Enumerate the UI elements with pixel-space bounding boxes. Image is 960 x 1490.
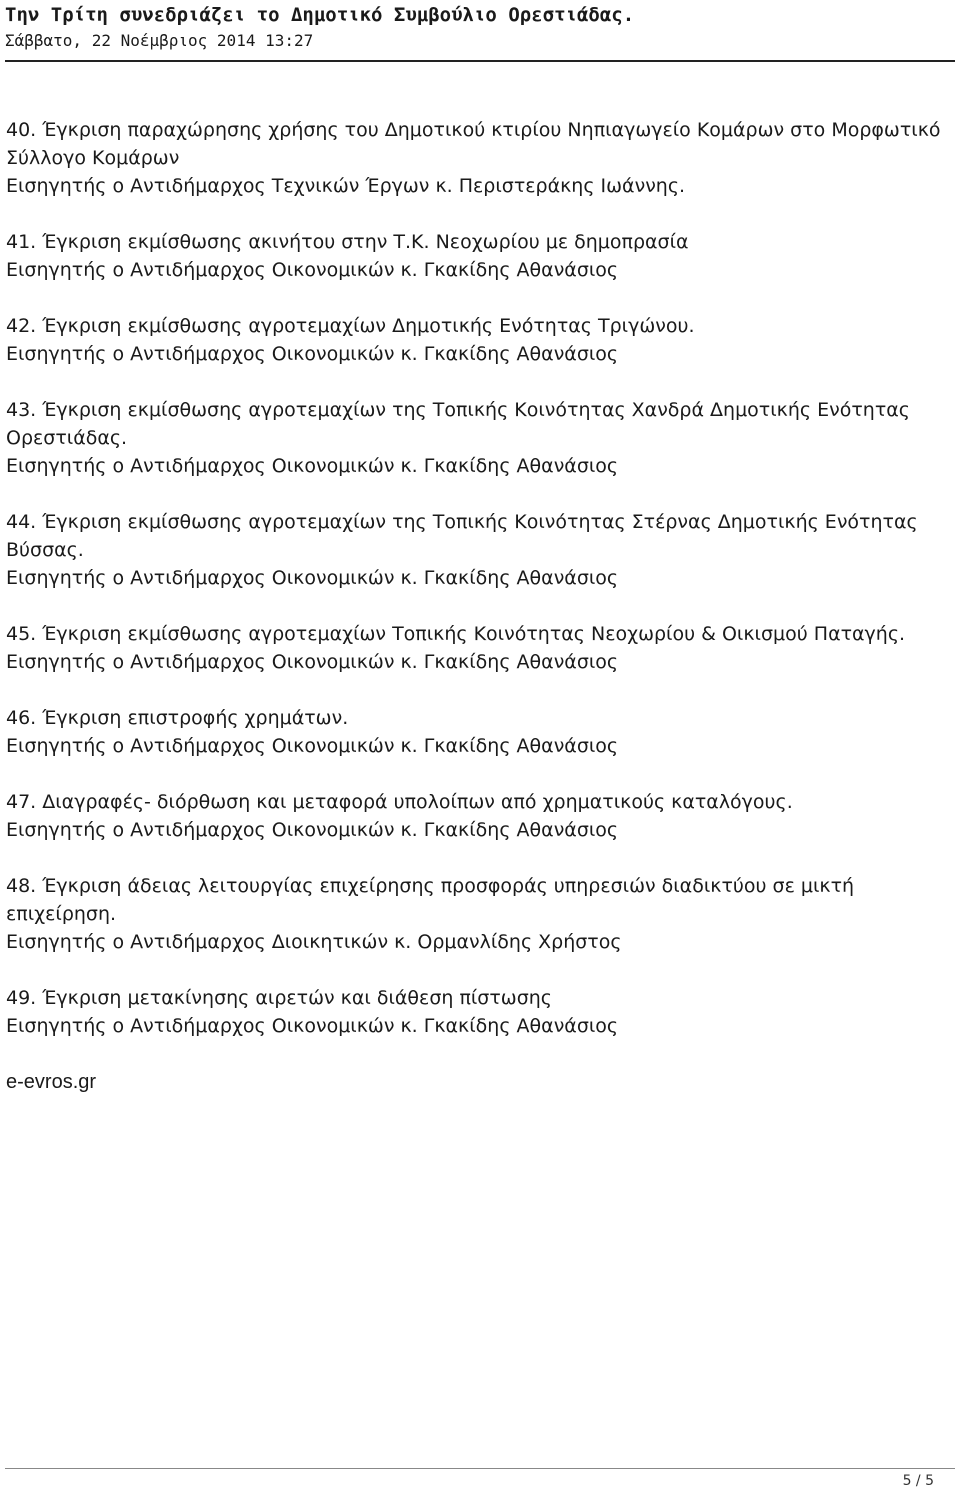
agenda-item — [6, 620, 951, 676]
page-header — [5, 0, 955, 53]
agenda-item-title: 41. Έγκριση εκμίσθωσης ακινήτου στην Τ.Κ. Νεοχωρίου με δημοπρασία — [6, 231, 689, 253]
footer-divider — [5, 1468, 955, 1469]
agenda-item — [6, 508, 951, 592]
agenda-item — [6, 116, 951, 200]
agenda-item — [6, 788, 951, 844]
agenda-item-rapporteur: Εισηγητής ο Αντιδήμαρχος Οικονομικών κ. Γκακίδης Αθανάσιος — [6, 567, 619, 589]
agenda-item-rapporteur: Εισηγητής ο Αντιδήμαρχος Οικονομικών κ. Γκακίδης Αθανάσιος — [6, 343, 619, 365]
agenda-item — [6, 312, 951, 368]
agenda-item — [6, 396, 951, 480]
agenda-item-title: 45. Έγκριση εκμίσθωσης αγροτεμαχίων Τοπικής Κοινότητας Νεοχωρίου & Οικισμού Παταγής. — [6, 623, 906, 645]
agenda-item-title: 49. Έγκριση μετακίνησης αιρετών και διάθεση πίστωσης — [6, 987, 552, 1009]
agenda-item-title: 44. Έγκριση εκμίσθωσης αγροτεμαχίων της Τοπικής Κοινότητας Στέρνας Δημοτικής Ενότητας Βύσσας. — [6, 511, 918, 561]
agenda-item-title: 48. Έγκριση άδειας λειτουργίας επιχείρησης προσφοράς υπηρεσιών διαδικτύου σε μικτή επιχείρηση. — [6, 875, 855, 925]
agenda-item-rapporteur: Εισηγητής ο Αντιδήμαρχος Οικονομικών κ. Γκακίδης Αθανάσιος — [6, 1015, 619, 1037]
agenda-item — [6, 704, 951, 760]
agenda-list — [6, 116, 951, 1096]
agenda-item-rapporteur: Εισηγητής ο Αντιδήμαρχος Τεχνικών Έργων κ. Περιστεράκης Ιωάννης. — [6, 175, 686, 197]
agenda-item-rapporteur: Εισηγητής ο Αντιδήμαρχος Οικονομικών κ. Γκακίδης Αθανάσιος — [6, 735, 619, 757]
header-divider — [5, 60, 955, 62]
agenda-item-title: 43. Έγκριση εκμίσθωσης αγροτεμαχίων της Τοπικής Κοινότητας Χανδρά Δημοτικής Ενότητας Ορεστιάδας. — [6, 399, 910, 449]
agenda-item-rapporteur: Εισηγητής ο Αντιδήμαρχος Οικονομικών κ. Γκακίδης Αθανάσιος — [6, 651, 619, 673]
document-title: Την Τρίτη συνεδριάζει το Δημοτικό Συμβούλιο Ορεστιάδας. — [5, 4, 635, 26]
agenda-item-rapporteur: Εισηγητής ο Αντιδήμαρχος Οικονομικών κ. Γκακίδης Αθανάσιος — [6, 819, 619, 841]
agenda-item-title: 42. Έγκριση εκμίσθωσης αγροτεμαχίων Δημοτικής Ενότητας Τριγώνου. — [6, 315, 695, 337]
source-site: e-evros.gr — [6, 1071, 97, 1093]
agenda-item-rapporteur: Εισηγητής ο Αντιδήμαρχος Οικονομικών κ. Γκακίδης Αθανάσιος — [6, 259, 619, 281]
agenda-item-title: 46. Έγκριση επιστροφής χρημάτων. — [6, 707, 349, 729]
agenda-item-title: 47. Διαγραφές- διόρθωση και μεταφορά υπολοίπων από χρηματικούς καταλόγους. — [6, 791, 793, 813]
document-date: Σάββατο, 22 Νοέμβριος 2014 13:27 — [5, 31, 314, 50]
agenda-item-title: 40. Έγκριση παραχώρησης χρήσης του Δημοτικού κτιρίου Νηπιαγωγείο Κομάρων στο Μορφωτικό Σύλλογο Κομάρων — [6, 119, 941, 169]
agenda-item-rapporteur: Εισηγητής ο Αντιδήμαρχος Διοικητικών κ. Ορμανλίδης Χρήστος — [6, 931, 622, 953]
agenda-item — [6, 872, 951, 956]
agenda-item-rapporteur: Εισηγητής ο Αντιδήμαρχος Οικονομικών κ. Γκακίδης Αθανάσιος — [6, 455, 619, 477]
agenda-item — [6, 984, 951, 1040]
page-number: 5 / 5 — [902, 1473, 934, 1489]
agenda-item — [6, 228, 951, 284]
